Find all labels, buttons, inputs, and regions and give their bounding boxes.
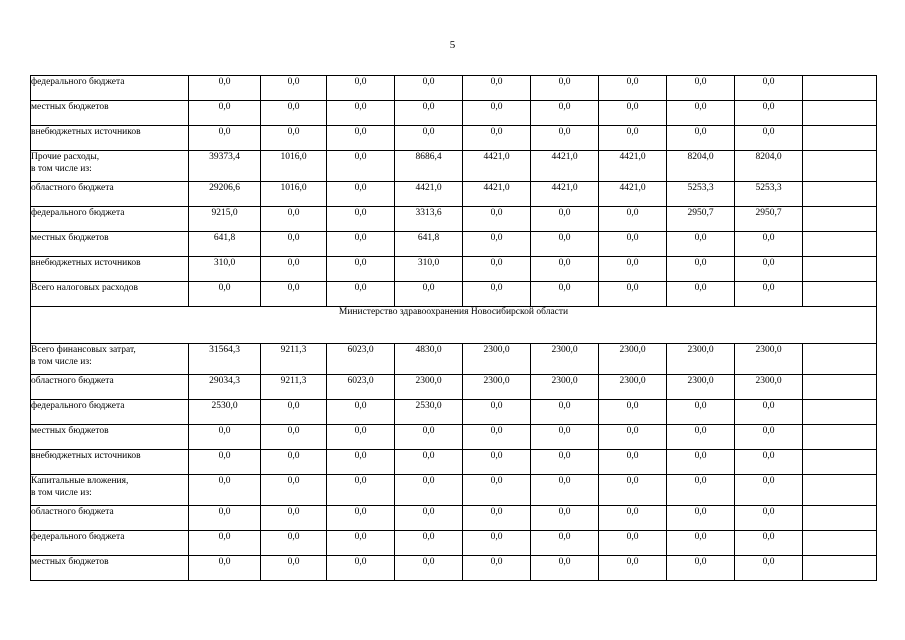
- table-row: [31, 282, 877, 307]
- value-cell: 0,0: [463, 126, 531, 151]
- value-cell: 2300,0: [667, 375, 735, 400]
- value-cell: 4421,0: [531, 151, 599, 182]
- row-label: [31, 375, 189, 400]
- value-cell: 0,0: [463, 207, 531, 232]
- row-label: [31, 556, 189, 581]
- value-cell: 0,0: [667, 450, 735, 475]
- value-cell: 8686,4: [395, 151, 463, 182]
- value-cell: 9211,3: [261, 375, 327, 400]
- value-cell: 0,0: [531, 475, 599, 506]
- row-label-text: Всего налоговых расходов: [31, 283, 138, 293]
- value-cell: 0,0: [189, 76, 261, 101]
- value-cell: 0,0: [735, 101, 803, 126]
- row-label-text: внебюджетных источников: [31, 127, 141, 137]
- table-row: [31, 76, 877, 101]
- value-cell: 0,0: [261, 232, 327, 257]
- empty-cell: [803, 475, 877, 506]
- table-section-top: [31, 76, 877, 307]
- empty-cell: [803, 506, 877, 531]
- value-cell: 0,0: [735, 76, 803, 101]
- value-cell: 0,0: [599, 257, 667, 282]
- row-label-text: внебюджетных источников: [31, 451, 141, 461]
- value-cell: 0,0: [189, 506, 261, 531]
- value-cell: 0,0: [599, 531, 667, 556]
- table-row: [31, 375, 877, 400]
- row-label: [31, 506, 189, 531]
- value-cell: 0,0: [735, 257, 803, 282]
- empty-cell: [803, 282, 877, 307]
- value-cell: 0,0: [531, 101, 599, 126]
- value-cell: 0,0: [463, 257, 531, 282]
- value-cell: 9211,3: [261, 344, 327, 375]
- value-cell: 5253,3: [667, 182, 735, 207]
- value-cell: 0,0: [599, 475, 667, 506]
- value-cell: 0,0: [735, 232, 803, 257]
- value-cell: 0,0: [667, 425, 735, 450]
- value-cell: 2950,7: [667, 207, 735, 232]
- table-row: [31, 425, 877, 450]
- row-label: [31, 101, 189, 126]
- value-cell: 0,0: [463, 282, 531, 307]
- value-cell: 0,0: [599, 450, 667, 475]
- value-cell: 0,0: [599, 101, 667, 126]
- value-cell: 4421,0: [395, 182, 463, 207]
- value-cell: 2300,0: [599, 375, 667, 400]
- value-cell: 0,0: [261, 400, 327, 425]
- row-label-text: внебюджетных источников: [31, 258, 141, 268]
- empty-cell: [803, 450, 877, 475]
- value-cell: 0,0: [327, 182, 395, 207]
- empty-cell: [803, 425, 877, 450]
- value-cell: 0,0: [463, 531, 531, 556]
- empty-cell: [803, 375, 877, 400]
- value-cell: 0,0: [327, 76, 395, 101]
- value-cell: 2300,0: [667, 344, 735, 375]
- value-cell: 0,0: [463, 232, 531, 257]
- value-cell: 0,0: [667, 506, 735, 531]
- value-cell: 0,0: [327, 126, 395, 151]
- row-label-subtext: в том числе из:: [31, 164, 92, 174]
- value-cell: 4421,0: [599, 182, 667, 207]
- value-cell: 0,0: [599, 207, 667, 232]
- table-row: [31, 344, 877, 375]
- value-cell: 0,0: [327, 475, 395, 506]
- value-cell: 0,0: [395, 425, 463, 450]
- value-cell: 0,0: [261, 506, 327, 531]
- value-cell: 0,0: [395, 475, 463, 506]
- row-label: [31, 475, 189, 506]
- value-cell: 0,0: [599, 425, 667, 450]
- empty-cell: [803, 400, 877, 425]
- value-cell: 0,0: [261, 126, 327, 151]
- value-cell: 0,0: [599, 282, 667, 307]
- empty-cell: [803, 76, 877, 101]
- table-row: [31, 182, 877, 207]
- value-cell: 0,0: [463, 506, 531, 531]
- value-cell: 2300,0: [531, 344, 599, 375]
- value-cell: 0,0: [327, 232, 395, 257]
- value-cell: 0,0: [395, 556, 463, 581]
- value-cell: 0,0: [189, 126, 261, 151]
- table-row: [31, 475, 877, 506]
- value-cell: 4830,0: [395, 344, 463, 375]
- value-cell: 0,0: [531, 232, 599, 257]
- value-cell: 0,0: [327, 101, 395, 126]
- value-cell: 2300,0: [463, 344, 531, 375]
- value-cell: 0,0: [735, 425, 803, 450]
- value-cell: 0,0: [395, 450, 463, 475]
- table-section-bottom: [31, 344, 877, 581]
- empty-cell: [803, 126, 877, 151]
- row-label: [31, 282, 189, 307]
- row-label-text: местных бюджетов: [31, 426, 109, 436]
- value-cell: 0,0: [463, 400, 531, 425]
- page-number: 5: [449, 39, 456, 51]
- value-cell: 3313,6: [395, 207, 463, 232]
- value-cell: 0,0: [531, 126, 599, 151]
- value-cell: 9215,0: [189, 207, 261, 232]
- empty-cell: [803, 232, 877, 257]
- row-label: [31, 400, 189, 425]
- table-row: [31, 556, 877, 581]
- value-cell: 0,0: [463, 101, 531, 126]
- value-cell: 2300,0: [735, 344, 803, 375]
- value-cell: 29206,6: [189, 182, 261, 207]
- value-cell: 0,0: [463, 556, 531, 581]
- value-cell: 0,0: [599, 232, 667, 257]
- value-cell: 0,0: [261, 282, 327, 307]
- value-cell: 0,0: [735, 126, 803, 151]
- value-cell: 641,8: [395, 232, 463, 257]
- value-cell: 0,0: [261, 556, 327, 581]
- value-cell: 0,0: [261, 425, 327, 450]
- budget-table: [30, 75, 877, 581]
- row-label-subtext: в том числе из:: [31, 357, 92, 367]
- value-cell: 0,0: [599, 556, 667, 581]
- value-cell: 8204,0: [735, 151, 803, 182]
- row-label-text: Капитальные вложения,: [31, 476, 129, 486]
- value-cell: 1016,0: [261, 151, 327, 182]
- value-cell: 0,0: [531, 531, 599, 556]
- value-cell: 31564,3: [189, 344, 261, 375]
- value-cell: 0,0: [189, 450, 261, 475]
- row-label-text: местных бюджетов: [31, 102, 109, 112]
- row-label-text: местных бюджетов: [31, 233, 109, 243]
- row-label-text: областного бюджета: [31, 376, 114, 386]
- value-cell: 2300,0: [463, 375, 531, 400]
- empty-cell: [803, 344, 877, 375]
- value-cell: 2300,0: [599, 344, 667, 375]
- value-cell: 0,0: [667, 76, 735, 101]
- value-cell: 0,0: [327, 425, 395, 450]
- value-cell: 0,0: [667, 282, 735, 307]
- empty-cell: [803, 182, 877, 207]
- value-cell: 0,0: [327, 556, 395, 581]
- value-cell: 0,0: [735, 400, 803, 425]
- value-cell: 0,0: [463, 425, 531, 450]
- section-header-row: [31, 307, 877, 344]
- empty-cell: [803, 257, 877, 282]
- value-cell: 0,0: [735, 556, 803, 581]
- value-cell: 0,0: [531, 400, 599, 425]
- value-cell: 0,0: [667, 531, 735, 556]
- value-cell: 8204,0: [667, 151, 735, 182]
- value-cell: 0,0: [531, 556, 599, 581]
- value-cell: 0,0: [667, 556, 735, 581]
- value-cell: 0,0: [531, 76, 599, 101]
- row-label-text: областного бюджета: [31, 183, 114, 193]
- value-cell: 0,0: [667, 101, 735, 126]
- value-cell: 4421,0: [599, 151, 667, 182]
- table-row: [31, 126, 877, 151]
- section-title: Министерство здравоохранения Новосибирской области: [31, 307, 877, 344]
- value-cell: 0,0: [599, 76, 667, 101]
- table-row: [31, 506, 877, 531]
- value-cell: 0,0: [327, 531, 395, 556]
- row-label: [31, 76, 189, 101]
- table-row: [31, 257, 877, 282]
- table-row: [31, 207, 877, 232]
- value-cell: 0,0: [667, 400, 735, 425]
- value-cell: 2300,0: [395, 375, 463, 400]
- table-row: [31, 531, 877, 556]
- value-cell: 0,0: [261, 450, 327, 475]
- row-label: [31, 450, 189, 475]
- value-cell: 0,0: [531, 450, 599, 475]
- table-row: [31, 400, 877, 425]
- value-cell: 39373,4: [189, 151, 261, 182]
- value-cell: 0,0: [261, 475, 327, 506]
- value-cell: 0,0: [189, 556, 261, 581]
- value-cell: 0,0: [327, 282, 395, 307]
- value-cell: 29034,3: [189, 375, 261, 400]
- value-cell: 5253,3: [735, 182, 803, 207]
- value-cell: 2300,0: [735, 375, 803, 400]
- value-cell: 310,0: [189, 257, 261, 282]
- value-cell: 4421,0: [463, 182, 531, 207]
- row-label-text: федерального бюджета: [31, 401, 125, 411]
- value-cell: 0,0: [395, 126, 463, 151]
- value-cell: 0,0: [599, 126, 667, 151]
- value-cell: 0,0: [599, 506, 667, 531]
- value-cell: 0,0: [735, 531, 803, 556]
- value-cell: 0,0: [735, 506, 803, 531]
- value-cell: 0,0: [261, 76, 327, 101]
- row-label-text: Прочие расходы,: [31, 152, 100, 162]
- table-row: [31, 151, 877, 182]
- value-cell: 0,0: [189, 101, 261, 126]
- value-cell: 0,0: [463, 76, 531, 101]
- value-cell: 0,0: [327, 257, 395, 282]
- value-cell: 4421,0: [531, 182, 599, 207]
- value-cell: 0,0: [667, 475, 735, 506]
- value-cell: 0,0: [599, 400, 667, 425]
- value-cell: 0,0: [531, 257, 599, 282]
- row-label-subtext: в том числе из:: [31, 488, 92, 498]
- value-cell: 0,0: [735, 282, 803, 307]
- table-row: [31, 450, 877, 475]
- value-cell: 0,0: [327, 450, 395, 475]
- row-label-text: областного бюджета: [31, 507, 114, 517]
- value-cell: 0,0: [531, 425, 599, 450]
- value-cell: 0,0: [261, 101, 327, 126]
- value-cell: 0,0: [667, 257, 735, 282]
- row-label: [31, 126, 189, 151]
- value-cell: 0,0: [395, 282, 463, 307]
- value-cell: 0,0: [395, 101, 463, 126]
- row-label-text: Всего финансовых затрат,: [31, 345, 136, 355]
- value-cell: 0,0: [531, 282, 599, 307]
- value-cell: 0,0: [189, 282, 261, 307]
- table-row: [31, 232, 877, 257]
- value-cell: 0,0: [327, 400, 395, 425]
- empty-cell: [803, 151, 877, 182]
- value-cell: 0,0: [261, 207, 327, 232]
- value-cell: 0,0: [395, 506, 463, 531]
- value-cell: 1016,0: [261, 182, 327, 207]
- value-cell: 0,0: [261, 257, 327, 282]
- value-cell: 6023,0: [327, 375, 395, 400]
- row-label: [31, 151, 189, 182]
- empty-cell: [803, 207, 877, 232]
- value-cell: 0,0: [395, 76, 463, 101]
- value-cell: 2530,0: [189, 400, 261, 425]
- value-cell: 0,0: [189, 425, 261, 450]
- value-cell: 6023,0: [327, 344, 395, 375]
- value-cell: 0,0: [463, 475, 531, 506]
- value-cell: 641,8: [189, 232, 261, 257]
- value-cell: 0,0: [735, 450, 803, 475]
- row-label: [31, 207, 189, 232]
- row-label-text: федерального бюджета: [31, 532, 125, 542]
- value-cell: 0,0: [261, 531, 327, 556]
- value-cell: 0,0: [395, 531, 463, 556]
- value-cell: 2300,0: [531, 375, 599, 400]
- value-cell: 0,0: [327, 207, 395, 232]
- value-cell: 0,0: [531, 207, 599, 232]
- value-cell: 0,0: [189, 475, 261, 506]
- row-label-text: федерального бюджета: [31, 208, 125, 218]
- value-cell: 0,0: [531, 506, 599, 531]
- value-cell: 310,0: [395, 257, 463, 282]
- value-cell: 0,0: [327, 506, 395, 531]
- value-cell: 0,0: [189, 531, 261, 556]
- empty-cell: [803, 101, 877, 126]
- section-header-group: [31, 307, 877, 344]
- value-cell: 0,0: [327, 151, 395, 182]
- row-label: [31, 425, 189, 450]
- value-cell: 0,0: [667, 232, 735, 257]
- value-cell: 0,0: [667, 126, 735, 151]
- row-label-text: федерального бюджета: [31, 77, 125, 87]
- row-label: [31, 531, 189, 556]
- value-cell: 0,0: [735, 475, 803, 506]
- value-cell: 4421,0: [463, 151, 531, 182]
- row-label: [31, 182, 189, 207]
- empty-cell: [803, 531, 877, 556]
- value-cell: 0,0: [463, 450, 531, 475]
- row-label: [31, 344, 189, 375]
- row-label: [31, 257, 189, 282]
- row-label-text: местных бюджетов: [31, 557, 109, 567]
- row-label: [31, 232, 189, 257]
- table-row: [31, 101, 877, 126]
- value-cell: 2530,0: [395, 400, 463, 425]
- empty-cell: [803, 556, 877, 581]
- value-cell: 2950,7: [735, 207, 803, 232]
